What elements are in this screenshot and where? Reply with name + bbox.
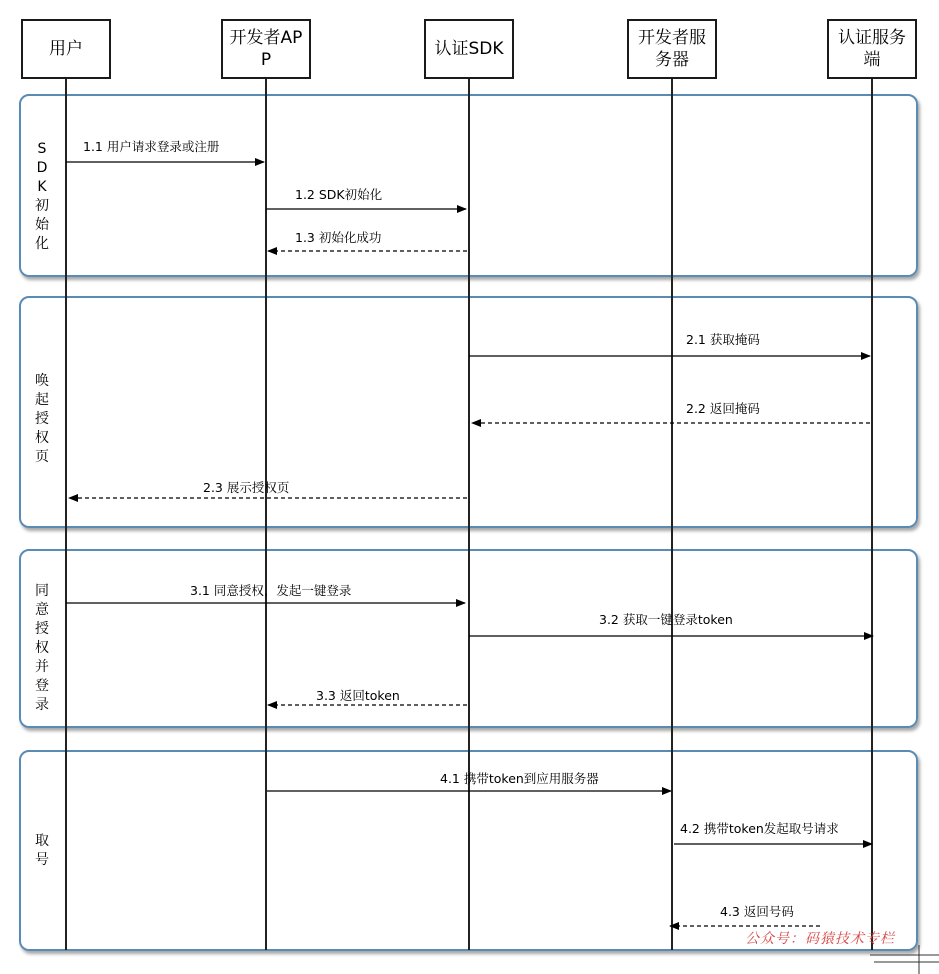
frame-label-char: 授 <box>35 411 49 427</box>
frame-label-char: 取 <box>35 833 49 849</box>
participant-auth-server: 认证服务 端 <box>827 19 917 79</box>
msg-2-2-label: 2.2 返回掩码 <box>686 401 760 416</box>
msg-4-2-label: 4.2 携带token发起取号请求 <box>680 821 839 836</box>
frame-label-char: 权 <box>35 430 49 446</box>
frame-label-char: 页 <box>35 449 49 465</box>
msg-3-3-label: 3.3 返回token <box>316 688 400 703</box>
frame-label-char: 始 <box>35 217 49 233</box>
participant-user: 用户 <box>21 19 111 79</box>
frame-label-char: 登 <box>35 678 49 694</box>
msg-4-1-label: 4.1 携带token到应用服务器 <box>440 771 599 786</box>
frame-label-char: D <box>36 160 48 176</box>
frame-label-char: 意 <box>35 602 49 618</box>
msg-1-3-label: 1.3 初始化成功 <box>295 230 382 245</box>
frame-label-char: 授 <box>35 621 49 637</box>
frame-label-char: 初 <box>35 198 49 214</box>
msg-1-2-label: 1.2 SDK初始化 <box>295 187 383 202</box>
participant-developer-app: 开发者AP P <box>221 19 311 79</box>
frame-label-char: 录 <box>35 697 49 713</box>
watermark: 公众号：码猿技术专栏 <box>745 931 895 947</box>
msg-1-1-label: 1.1 用户请求登录或注册 <box>83 139 220 154</box>
participant-developer-server: 开发者服 务器 <box>627 19 717 79</box>
msg-3-1-label: 3.1 同意授权，发起一键登录 <box>190 583 352 598</box>
msg-2-3-label: 2.3 展示授权页 <box>203 480 290 495</box>
frame-label-char: K <box>37 179 47 195</box>
frame-label-char: 化 <box>35 236 49 252</box>
frame-label-char: S <box>37 141 47 157</box>
participant-auth-sdk: 认证SDK <box>424 19 514 79</box>
msg-3-2-label: 3.2 获取一键登录token <box>599 612 733 627</box>
frame-label-char: 并 <box>35 659 49 675</box>
frame-label-char: 同 <box>35 583 49 599</box>
frame-label-char: 权 <box>35 640 49 656</box>
msg-2-1-label: 2.1 获取掩码 <box>686 332 760 347</box>
msg-4-3-label: 4.3 返回号码 <box>720 904 794 919</box>
frame-label-char: 唤 <box>35 373 49 389</box>
frame-label-char: 起 <box>35 392 49 408</box>
frame-label-char: 号 <box>35 852 49 868</box>
